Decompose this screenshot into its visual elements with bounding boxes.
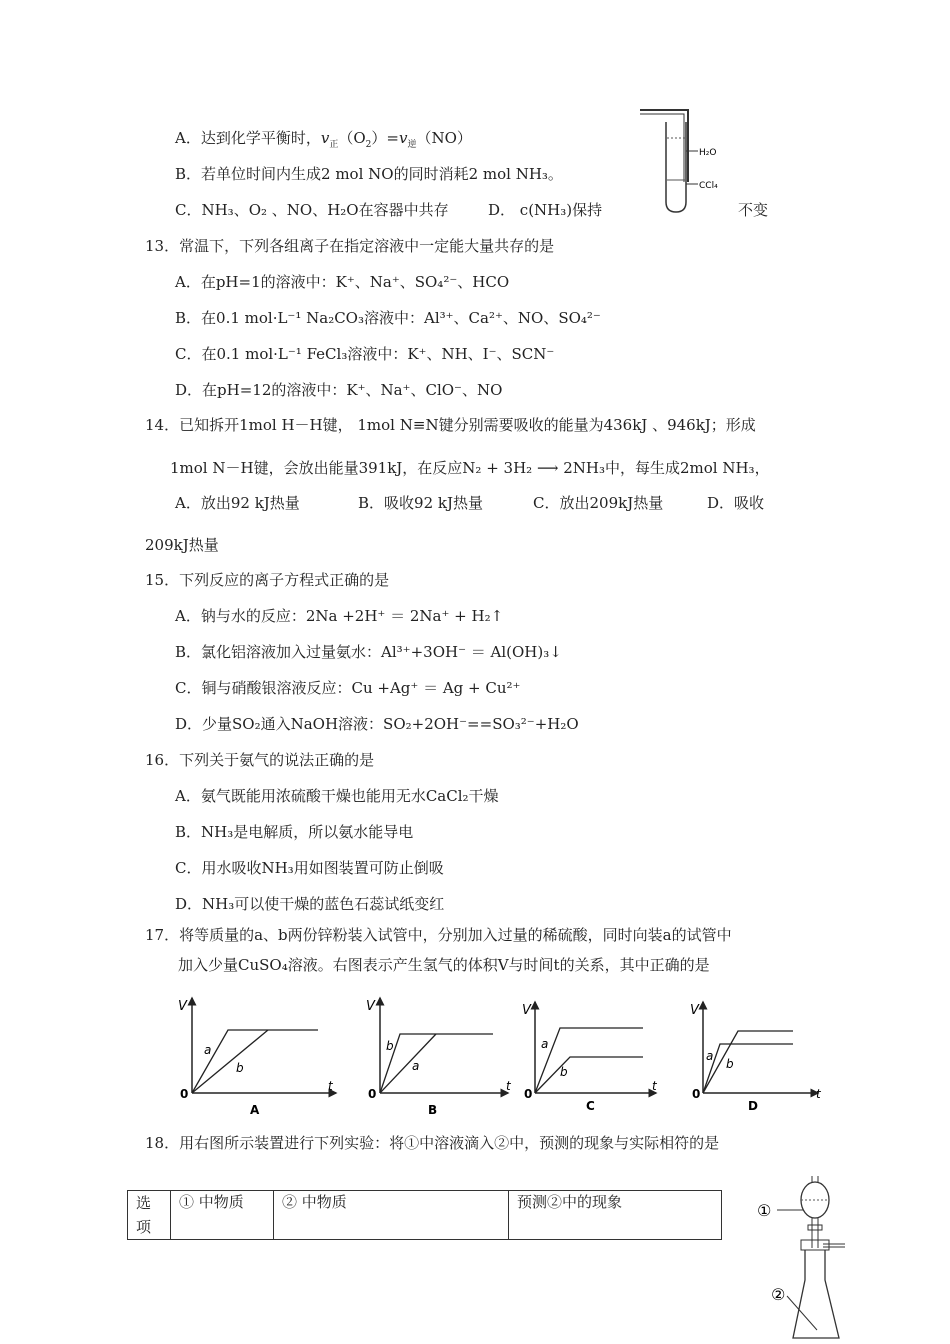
svg-text:0: 0 (524, 1087, 533, 1101)
q13-option-a: A．在pH=1的溶液中：K⁺、Na⁺、SO₄²⁻、HCO (175, 273, 510, 291)
svg-text:A: A (250, 1103, 260, 1117)
q13-option-b: B．在0.1 mol·L⁻¹ Na₂CO₃溶液中：Al³⁺、Ca²⁺、NO、SO₄²⁻ (175, 309, 601, 327)
svg-text:0: 0 (692, 1087, 701, 1101)
label-2: ② (771, 1285, 786, 1304)
test-tube-figure (630, 104, 740, 216)
q12-option-d: D． c(NH₃)保持 (488, 201, 603, 219)
svg-text:0: 0 (180, 1087, 189, 1101)
q15-option-a: A．钠与水的反应：2Na +2H⁺ ＝ 2Na⁺ + H₂↑ (175, 607, 504, 625)
label-1: ① (757, 1201, 772, 1220)
svg-text:b: b (386, 1039, 394, 1053)
svg-text:t: t (328, 1079, 333, 1093)
q15-option-b: B．氯化铝溶液加入过量氨水：Al³⁺+3OH⁻ ＝ Al(OH)₃↓ (175, 643, 562, 661)
q13-option-c: C．在0.1 mol·L⁻¹ FeCl₃溶液中：K⁺、NH、I⁻、SCN⁻ (175, 345, 555, 363)
q12-option-a: A．达到化学平衡时，$v_正(O_2)=v_逆(NO)$ (175, 129, 472, 150)
q17-stem-line2: 加入少量CuSO₄溶液。右图表示产生氢气的体积V与时间t的关系，其中正确的是 (178, 956, 710, 974)
svg-text:a: a (204, 1043, 212, 1057)
q16-option-d: D．NH₃可以使干燥的蓝色石蕊试纸变红 (175, 895, 445, 913)
q14-option-c: C．放出209kJ热量 (533, 494, 664, 512)
q17-stem-line1: 17．将等质量的a、b两份锌粉装入试管中，分别加入过量的稀硫酸，同时向装a的试管中 (145, 926, 732, 944)
q15-option-d: D．少量SO₂通入NaOH溶液：SO₂+2OH⁻==SO₃²⁻+H₂O (175, 715, 579, 733)
svg-text:V: V (178, 999, 187, 1014)
q17-graphs (168, 990, 828, 1120)
svg-text:V: V (690, 1003, 699, 1018)
graph-d (690, 1002, 822, 1113)
header-substance-1: ① 中物质 (171, 1191, 274, 1240)
svg-text:a: a (541, 1037, 549, 1051)
q14-stem-line1: 14．已知拆开1mol H－H键， 1mol N≡N键分别需要吸收的能量为436kJ 、946kJ；形成 (145, 416, 756, 434)
graph-c (522, 1002, 658, 1113)
svg-text:b: b (726, 1057, 734, 1071)
q15-stem: 15．下列反应的离子方程式正确的是 (145, 571, 390, 589)
graph-a (178, 998, 336, 1117)
q14-option-d-cont: 209kJ热量 (145, 536, 219, 554)
svg-text:t: t (506, 1079, 511, 1093)
svg-text:a: a (706, 1049, 714, 1063)
q16-stem: 16．下列关于氨气的说法正确的是 (145, 751, 375, 769)
q14-option-d: D．吸收 (707, 494, 765, 512)
svg-text:b: b (560, 1065, 568, 1079)
svg-text:B: B (428, 1103, 438, 1117)
graph-b (366, 998, 512, 1117)
svg-text:C: C (586, 1099, 595, 1113)
q15-option-c: C．铜与硝酸银溶液反应：Cu +Ag⁺ ＝ Ag + Cu²⁺ (175, 679, 521, 697)
svg-text:t: t (652, 1079, 657, 1093)
svg-text:V: V (366, 999, 375, 1014)
svg-text:0: 0 (368, 1087, 377, 1101)
q13-option-d: D．在pH=12的溶液中：K⁺、Na⁺、ClO⁻、NO (175, 381, 503, 399)
svg-text:a: a (412, 1059, 420, 1073)
header-option: 选项 (128, 1191, 171, 1240)
q14-stem-line2: 1mol N－H键，会放出能量391kJ，在反应N₂ + 3H₂ ⟶ 2NH₃中，每生成2mol NH₃， (170, 459, 770, 477)
q18-stem: 18．用右图所示装置进行下列实验：将①中溶液滴入②中，预测的现象与实际相符的是 (145, 1134, 720, 1152)
q12-option-b: B．若单位时间内生成2 mol NO的同时消耗2 mol NH₃。 (175, 165, 563, 183)
svg-text:t: t (816, 1087, 821, 1101)
svg-text:D: D (748, 1099, 758, 1113)
q13-stem: 13．常温下，下列各组离子在指定溶液中一定能大量共存的是 (145, 237, 555, 255)
q12-option-c: C．NH₃、O₂ 、NO、H₂O在容器中共存 (175, 201, 449, 219)
water-label: H₂O (699, 148, 717, 158)
svg-text:V: V (522, 1003, 531, 1018)
q18-table (127, 1190, 722, 1240)
q16-option-c: C．用水吸收NH₃用如图装置可防止倒吸 (175, 859, 444, 877)
q14-option-a: A．放出92 kJ热量 (175, 494, 300, 512)
header-substance-2: ② 中物质 (274, 1191, 509, 1240)
q12-option-d-tail: 不变 (738, 201, 769, 219)
q16-option-b: B．NH₃是电解质，所以氨水能导电 (175, 823, 414, 841)
apparatus-figure (755, 1170, 865, 1342)
q14-option-b: B．吸收92 kJ热量 (358, 494, 483, 512)
q16-option-a: A．氨气既能用浓硫酸干燥也能用无水CaCl₂干燥 (175, 787, 499, 805)
ccl4-label: CCl₄ (699, 181, 718, 191)
svg-text:b: b (236, 1061, 244, 1075)
header-prediction: 预测②中的现象 (509, 1191, 722, 1240)
